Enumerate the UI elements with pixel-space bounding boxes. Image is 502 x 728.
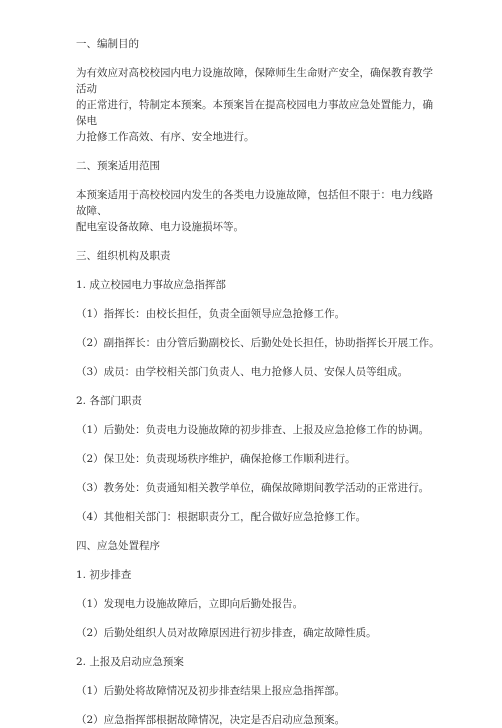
- list-item: （4）其他相关部门：根据职责分工，配合做好应急抢修工作。: [76, 511, 367, 523]
- list-item: （3）教务处：负责通知相关教学单位，确保故障期间教学活动的正常进行。: [76, 482, 430, 494]
- paragraph-line: 力抢修工作高效、有序、安全地进行。: [76, 131, 255, 143]
- paragraph-line: 本预案适用于高校校园内发生的各类电力设施故障，包括但不限于：电力线路故障、: [76, 189, 433, 217]
- subheading-command-center: 1. 成立校园电力事故应急指挥部: [76, 279, 226, 291]
- section-heading-purpose: 一、编制目的: [76, 38, 139, 50]
- list-item: （2）应急指挥部根据故障情况，决定是否启动应急预案。: [76, 714, 346, 726]
- subheading-initial-check: 1. 初步排查: [76, 569, 132, 581]
- paragraph-line: 配电室设备故障、电力设施损坏等。: [76, 221, 244, 233]
- list-item: （2）保卫处：负责现场秩序维护，确保抢修工作顺利进行。: [76, 453, 356, 465]
- list-item: （1）后勤处：负责电力设施故障的初步排查、上报及应急抢修工作的协调。: [76, 424, 430, 436]
- list-item: （3）成员：由学校相关部门负责人、电力抢修人员、安保人员等组成。: [76, 366, 409, 378]
- subheading-department-duties: 2. 各部门职责: [76, 395, 142, 407]
- list-item: （1）指挥长：由校长担任，负责全面领导应急抢修工作。: [76, 308, 346, 320]
- list-item: （1）后勤处将故障情况及初步排查结果上报应急指挥部。: [76, 685, 346, 697]
- subheading-report-activate: 2. 上报及启动应急预案: [76, 656, 184, 668]
- section-heading-organization: 三、组织机构及职责: [76, 250, 171, 262]
- list-item: （1）发现电力设施故障后，立即向后勤处报告。: [76, 598, 304, 610]
- paragraph-purpose: [76, 65, 438, 145]
- paragraph-line: 为有效应对高校校园内电力设施故障，保障师生生命财产安全，确保教育教学活动: [76, 67, 433, 95]
- paragraph-scope: [76, 187, 438, 235]
- list-item: （2）副指挥长：由分管后勤副校长、后勤处处长担任，协助指挥长开展工作。: [76, 337, 440, 349]
- paragraph-line: 的正常进行，特制定本预案。本预案旨在提高校园电力事故应急处置能力，确保电: [76, 99, 433, 127]
- list-item: （2）后勤处组织人员对故障原因进行初步排查，确定故障性质。: [76, 627, 377, 639]
- section-heading-scope: 二、预案适用范围: [76, 160, 160, 172]
- section-heading-procedure: 四、应急处置程序: [76, 540, 160, 552]
